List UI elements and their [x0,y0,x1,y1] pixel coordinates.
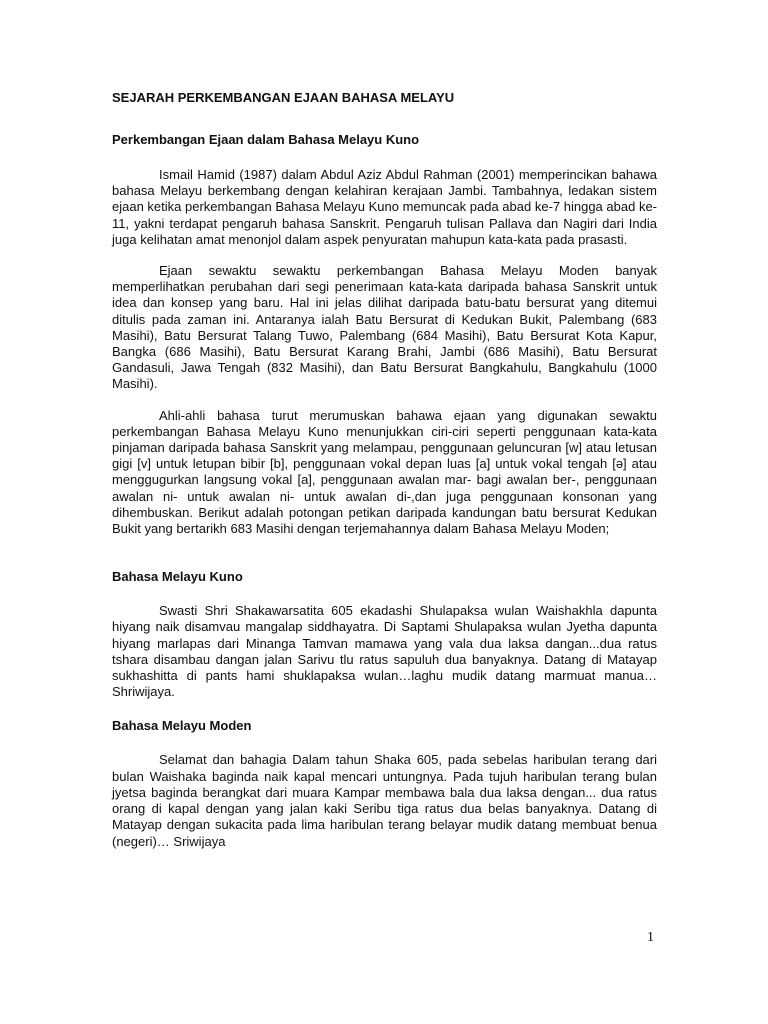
section-heading-bahasa-melayu-kuno: Bahasa Melayu Kuno [112,569,243,585]
paragraph-ismail-hamid: Ismail Hamid (1987) dalam Abdul Aziz Abdul Rahman (2001) memperincikan bahawa bahasa Melayu berkembang dengan kelahiran kerajaan Jambi. Tambahnya, ledakan sistem ejaan ketika perkembangan Bahasa Melayu Kuno memuncak pada abad ke-7 hingga abad ke-11, yakni terdapat pengaruh bahasa Sanskrit. Pengaruh tulisan Pallava dan Nagiri dari India juga kelihatan amat menonjol dalam aspek penyuratan mahupun kata-kata pada prasasti. [112,167,657,247]
document-title: SEJARAH PERKEMBANGAN EJAAN BAHASA MELAYU [112,90,455,105]
page-number: 1 [647,930,654,945]
paragraph-ejaan-sewaktu: Ejaan sewaktu sewaktu perkembangan Bahasa Melayu Moden banyak memperlihatkan perubahan dari segi penerimaan kata-kata daripada bahasa Sanskrit untuk idea dan konsep yang baru. Hal ini jelas dilihat daripada batu-batu bersurat yang ditemui ditulis pada zaman ini. Antaranya ialah Batu Bersurat di Kedukan Bukit, Palembang (683 Masihi), Batu Bersurat Talang Tuwo, Palembang (684 Masihi), Batu Bersurat Kota Kapur, Bangka (686 Masihi), Batu Bersurat Karang Brahi, Jambi (686 Masihi), Batu Bersurat Gandasuli, Jawa Tengah (832 Masihi), dan Batu Bersurat Bangkahulu, Bangkahulu (1000 Masihi). [112,263,657,392]
section-heading-bahasa-melayu-moden: Bahasa Melayu Moden [112,718,252,734]
paragraph-ahli-bahasa: Ahli-ahli bahasa turut merumuskan bahawa ejaan yang digunakan sewaktu perkembangan Bahasa Melayu Kuno menunjukkan ciri-ciri seperti penggunaan kata-kata pinjaman daripada bahasa Sanskrit yang melampau, penggunaan geluncuran [w] atau letusan gigi [v] untuk letupan bibir [b], penggunaan vokal depan luas [a] untuk vokal tengah [ə] atau menggugurkan langsung vokal [a], penggunaan awalan mar- bagi awalan ber-, penggunaan awalan ni- untuk awalan ni- untuk awalan di-,dan juga penggunaan konsonan yang dihembuskan. Berikut adalah potongan petikan daripada kandungan batu bersurat Kedukan Bukit yang bertarikh 683 Masihi dengan terjemahannya dalam Bahasa Melayu Moden; [112,407,657,537]
section-heading-ejaan-kuno: Perkembangan Ejaan dalam Bahasa Melayu Kuno [112,132,420,147]
paragraph-kedukan-bukit-moden: Selamat dan bahagia Dalam tahun Shaka 605, pada sebelas haribulan terang dari bulan Waishaka baginda naik kapal mencari untungnya. Pada tujuh haribulan terang bulan jyetsa baginda berangkat dari muara Kampar membawa bala dua laksa dengan... dua ratus orang di kapal dengan yang jalan kaki Seribu tiga ratus dua belas banyaknya. Datang di Matayap dengan sukacita pada lima haribulan terang belayar mudik datang membuat benua (negeri)… Sriwijaya [112,752,657,849]
paragraph-kedukan-bukit-kuno: Swasti Shri Shakawarsatita 605 ekadashi Shulapaksa wulan Waishakhla dapunta hiyang naik disamvau mangalap siddhayatra. Di Saptami Shulapaksa wulan Jyetha dapunta hiyang marlapas dari Minanga Tamvan mamawa yang vala dua laksa dangan...dua ratus tshara disambau dangan jalan Sarivu tlu ratus sapuluh dua banyaknya. Datang di Matayap sukhashitta di pants hami shuklapaksa wulan…laghu mudik datang marmuat manua… Shriwijaya. [112,603,657,700]
document-page [112,90,657,850]
